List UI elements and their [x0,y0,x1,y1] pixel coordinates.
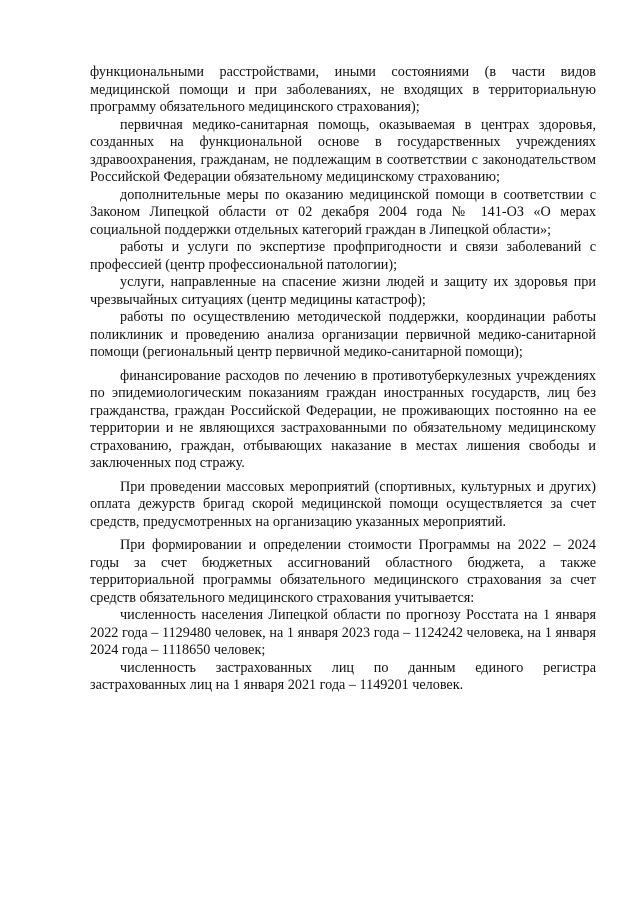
document-page [90,64,596,695]
paragraph-continuation: функциональными расстройствами, иными состояниями (в части видов медицинской помощи и при заболеваниях, не входящих в территориальную программу обязательного медицинского страхования); [90,64,596,115]
paragraph-population: численность населения Липецкой области по прогнозу Росстата на 1 января 2022 года – 1129480 человек, на 1 января 2023 года – 1124242 человека, на 1 января 2024 года – 1118650 человек; [90,607,596,658]
paragraph-mass-events: При проведении массовых мероприятий (спортивных, культурных и других) оплата дежурств бригад скорой медицинской помощи осуществляется за счет средств, предусмотренных на организацию указанных мероприятий. [90,478,596,530]
paragraph-additional-measures: дополнительные меры по оказанию медицинской помощи в соответствии с Законом Липецкой области от 02 декабря 2004 года № 141-ОЗ «О мерах социальной поддержки отдельных категорий граждан в Липецкой области»; [90,186,596,238]
paragraph-primary-care-health-centers: первичная медико-санитарная помощь, оказываемая в центрах здоровья, созданных на функциональной основе в государственных учреждениях здравоохранения, гражданам, не подлежащим в соответствии с законодательством Российской Федерации обязательному медицинскому страхованию; [90,116,596,185]
paragraph-methodological-support: работы по осуществлению методической поддержки, координации работы поликлиник и проведению анализа организации первичной медико-санитарной помощи (региональный центр первичной медико-санитарной помощи); [90,309,596,360]
paragraph-disaster-medicine: услуги, направленные на спасение жизни людей и защиту их здоровья при чрезвычайных ситуациях (центр медицины катастроф); [90,274,596,308]
paragraph-insured-persons: численность застрахованных лиц по данным единого регистра застрахованных лиц на 1 января 2021 года – 1149201 человек. [90,659,596,693]
paragraph-program-cost: При формировании и определении стоимости Программы на 2022 – 2024 годы за счет бюджетных ассигнований областного бюджета, а также территориальной программы обязательного медицинского страхования за счет средств обязательного медицинского страхования учитывается: [90,537,596,606]
paragraph-occupational-pathology: работы и услуги по экспертизе профпригодности и связи заболеваний с профессией (центр профессиональной патологии); [90,239,596,273]
paragraph-tuberculosis-financing: финансирование расходов по лечению в противотуберкулезных учреждениях по эпидемиологическим показаниям граждан иностранных государств, лиц без гражданства, граждан Российской Федерации, не проживающих постоянно на ее территории и не являющихся застрахованными по обязательному медицинскому страхованию, граждан, отбывающих наказание в местах лишения свободы и заключенных под стражу. [90,367,596,471]
